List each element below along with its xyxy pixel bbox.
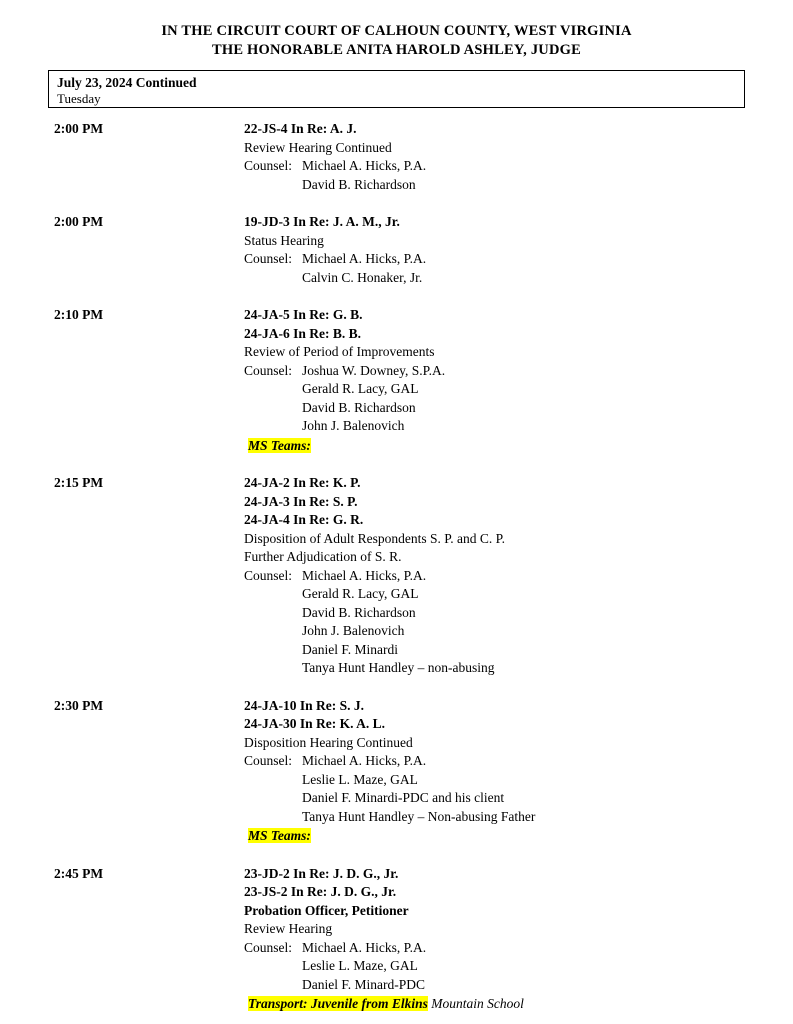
counsel-name: David B. Richardson [302,399,416,415]
counsel-name: Michael A. Hicks, P.A. [302,753,427,768]
case-number: 23-JD-2 In Re: J. D. G., Jr. [244,865,399,881]
entry-time: 2:10 PM [54,307,104,322]
docket-entry [48,120,745,194]
note-highlight: Transport: Juvenile from Elkins [248,996,428,1011]
docket-date: July 23, 2024 Continued [57,75,197,90]
case-number: 24-JA-5 In Re: G. B. [244,307,363,322]
court-name: IN THE CIRCUIT COURT OF CALHOUN COUNTY, WEST VIRGINIA [161,23,632,39]
counsel-label: Counsel: [244,939,293,955]
counsel-row [244,250,745,269]
counsel-name: Daniel F. Minard-PDC [302,976,426,992]
entry-body [244,865,745,1014]
hearing-description: Review of Period of Improvements [244,344,435,359]
counsel-name: Michael A. Hicks, P.A. [302,158,427,173]
note-highlight: MS Teams: [248,828,311,843]
case-number: Probation Officer, Petitioner [244,902,409,918]
counsel-label: Counsel: [244,362,293,378]
counsel-row [244,939,745,958]
counsel-label: Counsel: [244,567,293,583]
counsel-row [244,752,745,771]
counsel-name: David B. Richardson [302,176,416,192]
docket-day: Tuesday [57,91,101,106]
counsel-name: Tanya Hunt Handley – Non-abusing Father [302,808,536,824]
counsel-name: John J. Balenovich [302,418,405,433]
entry-body [244,697,745,846]
case-number: 24-JA-30 In Re: K. A. L. [244,716,385,731]
entry-note [244,827,745,846]
case-number: 24-JA-6 In Re: B. B. [244,325,361,341]
note-tail: Mountain School [427,996,524,1011]
counsel-label: Counsel: [244,158,293,173]
counsel-name: Michael A. Hicks, P.A. [302,251,427,266]
case-number: 24-JA-4 In Re: G. R. [244,512,364,527]
note-highlight: MS Teams: [248,437,311,453]
docket-entry [48,474,745,678]
hearing-description: Disposition Hearing Continued [244,734,413,750]
hearing-description: Review Hearing Continued [244,139,392,155]
case-number: 24-JA-2 In Re: K. P. [244,475,361,490]
hearing-description: Review Hearing [244,921,333,936]
entry-time: 2:00 PM [54,214,104,229]
counsel-row [244,157,745,176]
hearing-description: Disposition of Adult Respondents S. P. and C. P. [244,530,506,546]
counsel-name: Joshua W. Downey, S.P.A. [302,362,446,378]
entry-body [244,474,745,678]
counsel-name: Gerald R. Lacy, GAL [302,381,419,396]
case-number: 22-JS-4 In Re: A. J. [244,121,357,136]
counsel-name: John J. Balenovich [302,623,405,638]
judge-name: THE HONORABLE ANITA HAROLD ASHLEY, JUDGE [212,42,581,58]
docket-entry [48,697,745,846]
entry-time: 2:00 PM [54,121,104,136]
entry-body [244,306,745,455]
counsel-name: Leslie L. Maze, GAL [302,771,418,787]
counsel-name: Tanya Hunt Handley – non-abusing [302,660,495,675]
case-number: 19-JD-3 In Re: J. A. M., Jr. [244,214,400,229]
counsel-row [244,362,745,381]
docket-entry [48,865,745,1014]
court-header [0,0,793,60]
counsel-label: Counsel: [244,753,293,768]
entry-time: 2:45 PM [54,865,104,881]
hearing-description: Status Hearing [244,232,324,248]
counsel-name: Michael A. Hicks, P.A. [302,939,427,955]
counsel-name: Gerald R. Lacy, GAL [302,586,419,601]
counsel-name: Daniel F. Minardi-PDC and his client [302,790,505,805]
docket-entry [48,213,745,287]
counsel-name: Calvin C. Honaker, Jr. [302,269,423,285]
counsel-name: Daniel F. Minardi [302,641,399,657]
counsel-row [244,567,745,586]
case-number: 24-JA-10 In Re: S. J. [244,697,364,713]
hearing-description: Further Adjudication of S. R. [244,549,402,564]
docket-list [48,108,745,1014]
counsel-name: David B. Richardson [302,604,416,620]
entry-time: 2:30 PM [54,697,104,713]
entry-time: 2:15 PM [54,475,104,490]
date-box [48,70,745,108]
entry-body [244,120,745,194]
counsel-name: Leslie L. Maze, GAL [302,958,418,973]
entry-body [244,213,745,287]
entry-note [244,437,745,456]
counsel-label: Counsel: [244,251,293,266]
entry-note [244,995,745,1014]
docket-entry [48,306,745,455]
case-number: 24-JA-3 In Re: S. P. [244,493,358,509]
counsel-name: Michael A. Hicks, P.A. [302,567,427,583]
case-number: 23-JS-2 In Re: J. D. G., Jr. [244,884,397,899]
